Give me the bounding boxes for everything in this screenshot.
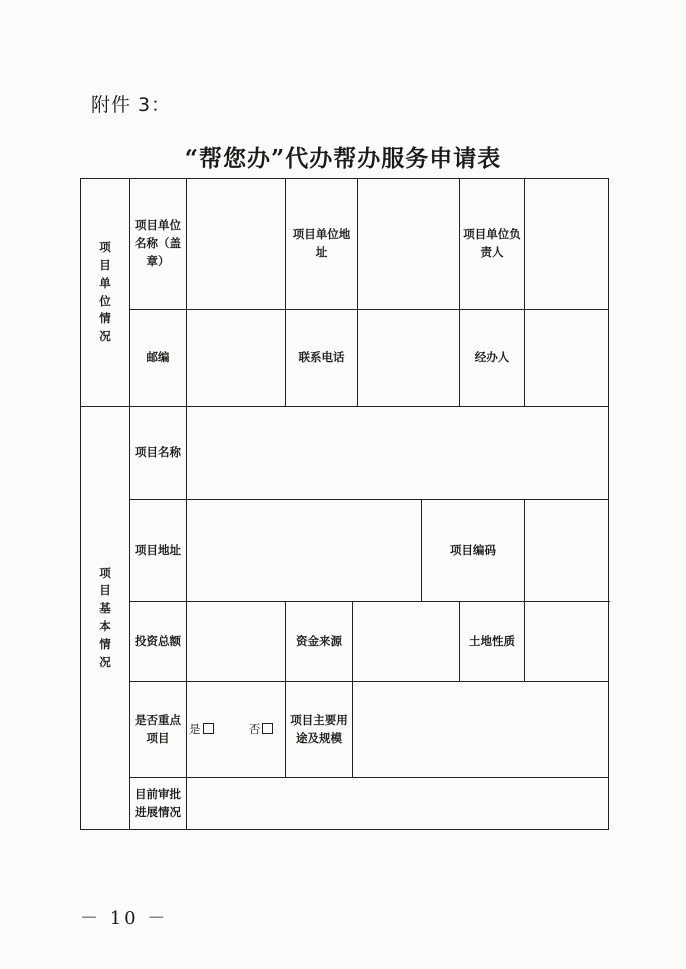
unit-address-field[interactable] — [358, 179, 460, 310]
form-title: “帮您办”代办帮办服务申请表 — [184, 145, 502, 172]
project-code-field[interactable] — [525, 500, 609, 602]
project-section-header: 项目基本情况 — [81, 407, 130, 830]
handler-field[interactable] — [525, 310, 609, 407]
key-project-yes-label: 是 — [189, 721, 201, 736]
application-form-table — [80, 178, 609, 830]
land-nature-field[interactable] — [525, 602, 609, 682]
unit-name-label: 项目单位名称（盖章） — [130, 179, 187, 310]
postcode-label: 邮编 — [130, 310, 187, 407]
unit-head-label: 项目单位负责人 — [460, 179, 525, 310]
key-project-options — [187, 682, 286, 778]
unit-name-field[interactable] — [187, 179, 286, 310]
key-project-yes-checkbox[interactable] — [203, 723, 214, 734]
unit-head-field[interactable] — [525, 179, 609, 310]
attachment-label: 附件 3： — [91, 94, 172, 116]
approval-status-field[interactable] — [187, 778, 609, 830]
approval-status-label: 目前审批进展情况 — [130, 778, 187, 830]
land-nature-label: 土地性质 — [460, 602, 525, 682]
unit-section-header: 项目单位情况 — [81, 179, 130, 407]
funding-source-label: 资金来源 — [286, 602, 353, 682]
key-project-no-checkbox[interactable] — [262, 723, 273, 734]
main-use-label: 项目主要用途及规模 — [286, 682, 353, 778]
investment-field[interactable] — [187, 602, 286, 682]
main-use-field[interactable] — [353, 682, 609, 778]
postcode-field[interactable] — [187, 310, 286, 407]
handler-label: 经办人 — [460, 310, 525, 407]
project-address-label: 项目地址 — [130, 500, 187, 602]
project-name-label: 项目名称 — [130, 407, 187, 500]
investment-label: 投资总额 — [130, 602, 187, 682]
project-name-field[interactable] — [187, 407, 609, 500]
key-project-no-label: 否 — [248, 721, 261, 736]
phone-field[interactable] — [358, 310, 460, 407]
key-project-label: 是否重点项目 — [130, 682, 187, 778]
page-number: － 10 － — [80, 908, 169, 929]
project-code-label: 项目编码 — [422, 500, 525, 602]
unit-address-label: 项目单位地址 — [286, 179, 358, 310]
funding-source-field[interactable] — [353, 602, 460, 682]
project-address-field[interactable] — [187, 500, 422, 602]
phone-label: 联系电话 — [286, 310, 358, 407]
